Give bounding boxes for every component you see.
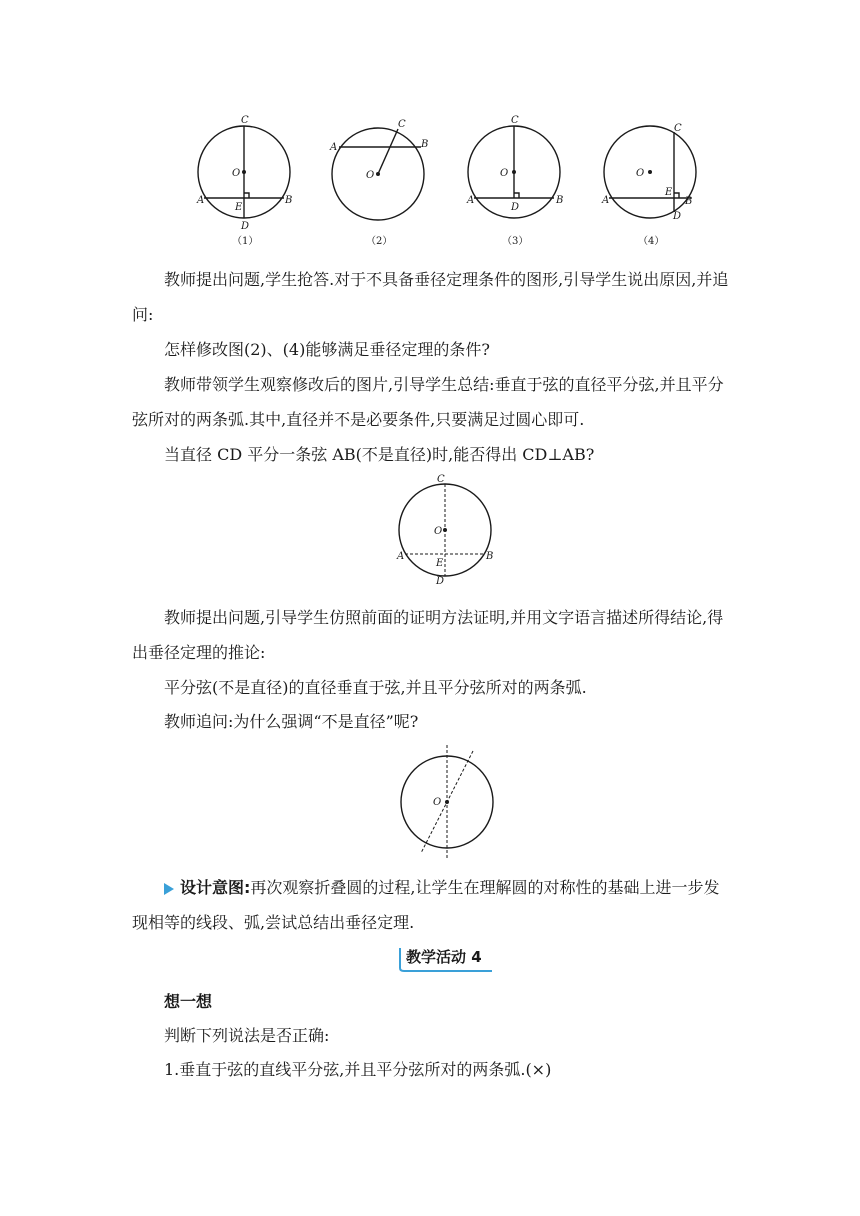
paragraph-diameter-question: 当直径 CD 平分一条弦 AB(不是直径)时,能否得出 CD⊥AB? [164,445,595,464]
paragraph-followup: 教师追问:为什么强调“不是直径”呢? [164,712,419,731]
figure-four-circles [190,110,710,250]
label-c: C [437,474,445,485]
label-b: B [421,139,429,150]
design-intent-text: 再次观察折叠圆的过程,让学生在理解圆的对称性的基础上进一步发现相等的线段、弧,尝试总结出垂径定理. [132,878,720,932]
label-b: B [556,195,564,206]
label-c: C [398,119,406,130]
label-d: D [241,221,250,232]
paragraph-prove: 教师提出问题,引导学生仿照前面的证明方法证明,并用文字语言描述所得结论,得出垂径定理的推论: [132,608,724,662]
caption-2: （2） [366,236,393,247]
triangle-marker-icon [164,883,174,895]
caption-4: （4） [638,236,665,247]
judge-instruction: 判断下列说法是否正确: [164,1026,330,1045]
label-o: O [500,168,509,179]
label-a: A [330,142,338,153]
judge-item-1: 1.垂直于弦的直线平分弦,并且平分弦所对的两条弧.(×) [164,1060,552,1079]
label-d: D [673,211,682,222]
caption-3: （3） [502,236,529,247]
label-b: B [685,196,693,207]
label-a: A [197,195,205,206]
label-e: E [665,187,673,198]
label-b: B [486,551,494,562]
paragraph-modify: 怎样修改图(2)、(4)能够满足垂径定理的条件? [164,340,490,359]
label-c: C [674,123,682,134]
label-o: O [366,170,375,181]
label-o: O [232,168,241,179]
label-e: E [436,558,444,569]
design-intent-label: 设计意图: [180,878,251,897]
paragraph-question: 教师提出问题,学生抢答.对于不具备垂径定理条件的图形,引导学生说出原因,并追问: [132,270,729,324]
label-o: O [434,526,443,537]
think-heading: 想一想 [164,992,213,1011]
label-o: O [636,168,645,179]
label-d: D [511,202,520,213]
paragraph-corollary: 平分弦(不是直径)的直径垂直于弦,并且平分弦所对的两条弧. [164,678,587,697]
section-heading: 教学活动 4 [406,948,482,966]
label-b: B [285,195,293,206]
figure-two-diameters [395,745,505,860]
design-intent [132,870,732,940]
label-a: A [467,195,475,206]
label-d: D [436,576,445,587]
label-c: C [511,115,519,126]
label-o: O [433,797,442,808]
caption-1: （1） [232,236,259,247]
figure-bisect-chord [390,470,500,590]
paragraph-summary: 教师带领学生观察修改后的图片,引导学生总结:垂直于弦的直径平分弦,并且平分弦所对的两条弧.其中,直径并不是必要条件,只要满足过圆心即可. [132,375,724,429]
label-a: A [397,551,405,562]
label-e: E [235,202,243,213]
label-a: A [602,195,610,206]
label-c: C [241,115,249,126]
